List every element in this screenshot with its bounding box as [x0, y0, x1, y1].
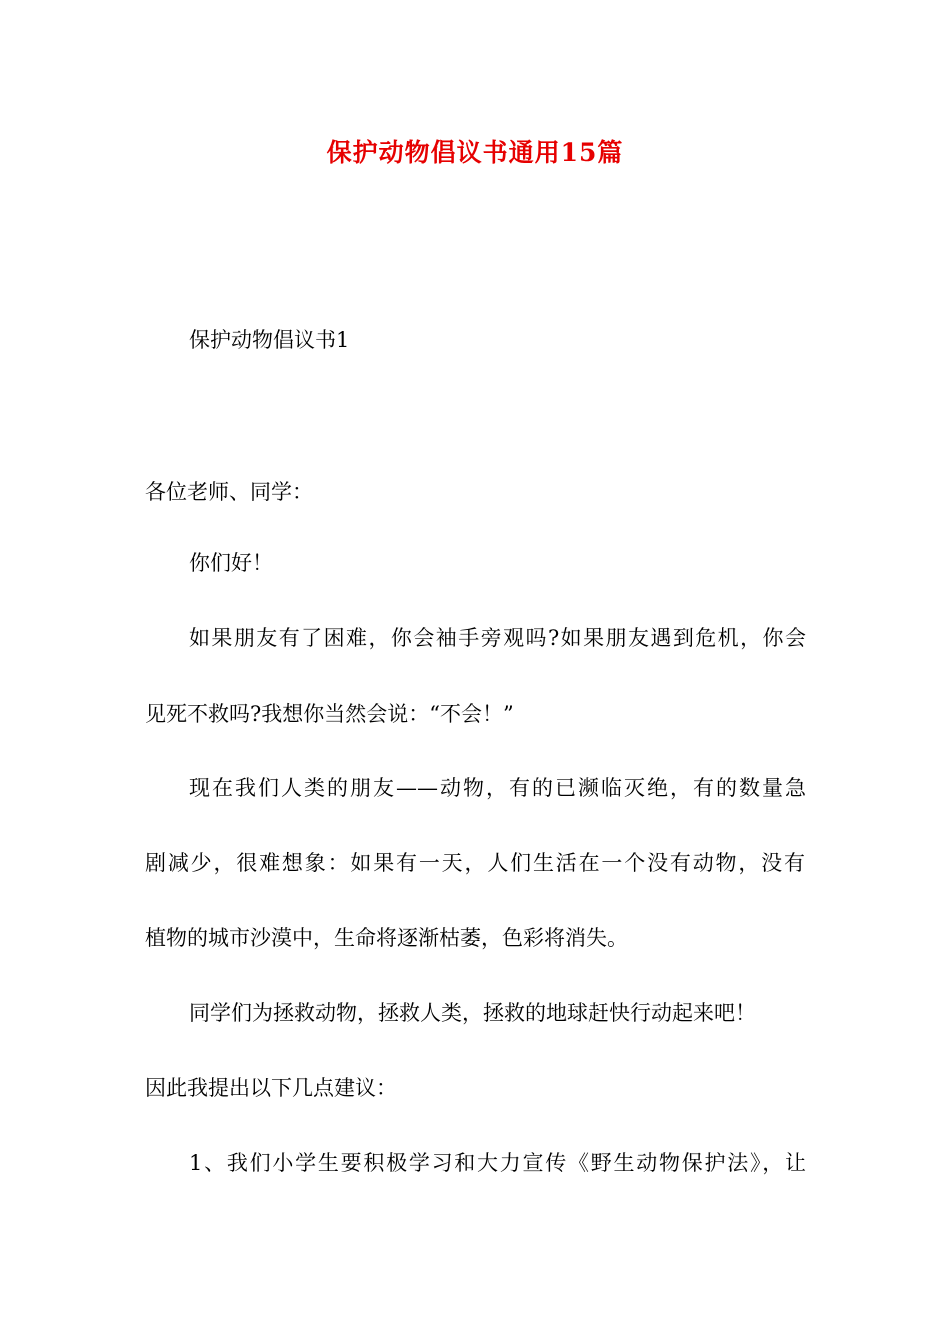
document-title: 保护动物倡议书通用15篇	[326, 138, 624, 167]
section-heading: 保护动物倡议书1	[189, 328, 350, 352]
paragraph-line: 同学们为拯救动物，拯救人类，拯救的地球赶快行动起来吧！	[189, 1001, 756, 1025]
salutation: 各位老师、同学：	[145, 480, 313, 504]
paragraph-line: 1、我们小学生要积极学习和大力宣传《野生动物保护法》，让	[189, 1151, 806, 1175]
paragraph-line: 剧减少，很难想象：如果有一天，人们生活在一个没有动物，没有	[145, 851, 805, 875]
paragraph-line: 如果朋友有了困难，你会袖手旁观吗?如果朋友遇到危机，你会	[189, 626, 806, 650]
paragraph-line: 见死不救吗?我想你当然会说：“不会！”	[145, 702, 514, 726]
paragraph-line: 现在我们人类的朋友——动物，有的已濒临灭绝，有的数量急	[189, 776, 806, 800]
paragraph-line: 因此我提出以下几点建议：	[145, 1076, 397, 1100]
paragraph-line: 植物的城市沙漠中，生命将逐渐枯萎，色彩将消失。	[145, 926, 628, 950]
greeting: 你们好！	[189, 551, 273, 575]
